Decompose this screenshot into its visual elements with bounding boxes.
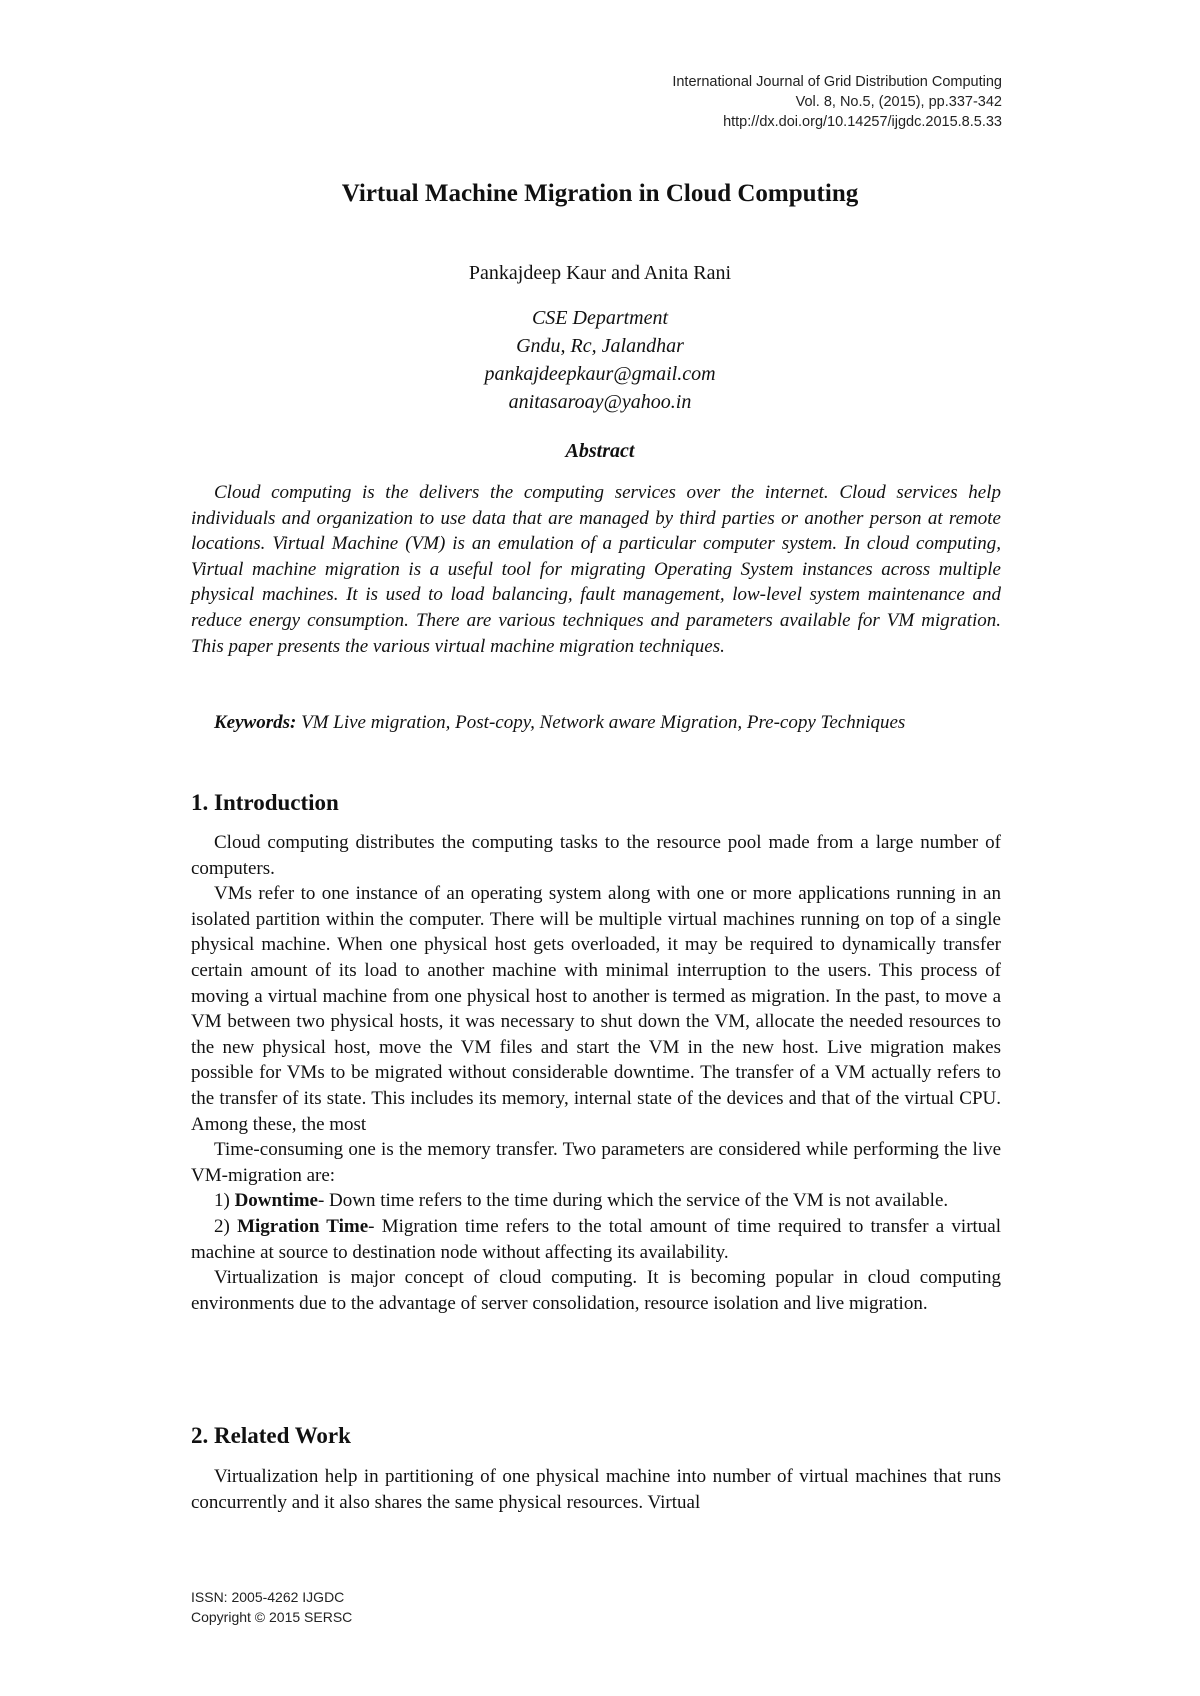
paragraph: Virtualization is major concept of cloud computing. It is becoming popular in cloud computing environments due to the advantage of server consolidation, resource isolation and live migration. [191, 1267, 1001, 1314]
department: CSE Department [531, 307, 669, 329]
location: Gndu, Rc, Jalandhar [516, 335, 684, 357]
list-item-migration-time: 2) Migration Time- Migration time refers to the total amount of time required to transfer a virtual machine at source to destination node without affecting its availability. [191, 1215, 1002, 1263]
authors: Pankajdeep Kaur and Anita Rani [468, 262, 732, 284]
section-related-work [191, 1464, 1001, 1515]
list-item-downtime: 1) Downtime- Down time refers to the time during which the service of the VM is not available. [214, 1190, 949, 1212]
paper-title: Virtual Machine Migration in Cloud Computing [341, 180, 859, 207]
paragraph: Virtualization help in partitioning of one physical machine into number of virtual machines that runs concurrently and it also shares the same physical resources. Virtual [191, 1466, 1001, 1513]
paragraph: VMs refer to one instance of an operating system along with one or more applications running in an isolated partition within the computer. There will be multiple virtual machines running on top of a single physical machine. When one physical host gets overloaded, it may be required to dynamically transfer certain amount of its load to another machine with minimal interruption to the users. This process of moving a virtual machine from one physical host to another is termed as migration. In the past, to move a VM between two physical hosts, it was necessary to shut down the VM, allocate the needed resources to the new physical host, move the VM files and start the VM in the new host. Live migration makes possible for VMs to be migrated without considerable downtime. The transfer of a VM actually refers to the transfer of its state. This includes its memory, internal state of the devices and that of the virtual CPU. Among these, the most [191, 883, 1001, 1135]
abstract [191, 480, 1001, 659]
journal-name: International Journal of Grid Distribution Computing [672, 74, 1002, 90]
paragraph: Cloud computing distributes the computing tasks to the resource pool made from a large number of computers. [191, 832, 1001, 879]
affiliation [0, 304, 1200, 416]
paragraph: Time-consuming one is the memory transfer. Two parameters are considered while performing the live VM-migration are: [191, 1139, 1001, 1186]
keywords [191, 710, 1001, 736]
keywords-text: VM Live migration, Post-copy, Network aware Migration, Pre-copy Techniques [301, 712, 906, 733]
abstract-heading: Abstract [565, 440, 635, 462]
page-footer [191, 1587, 352, 1627]
section-heading-introduction: 1. Introduction [191, 790, 339, 815]
doi-link[interactable]: http://dx.doi.org/10.14257/ijgdc.2015.8.5.33 [723, 114, 1002, 130]
keywords-label: Keywords: [214, 712, 297, 733]
section-introduction [191, 830, 1001, 1316]
journal-header [672, 72, 1002, 132]
section-heading-related-work: 2. Related Work [191, 1423, 351, 1448]
email-1[interactable]: pankajdeepkaur@gmail.com [484, 363, 716, 385]
copyright: Copyright © 2015 SERSC [191, 1609, 353, 1625]
journal-volume: Vol. 8, No.5, (2015), pp.337-342 [795, 94, 1002, 110]
email-2[interactable]: anitasaroay@yahoo.in [508, 391, 692, 413]
issn: ISSN: 2005-4262 IJGDC [191, 1589, 345, 1605]
abstract-text: Cloud computing is the delivers the computing services over the internet. Cloud services help individuals and organization to use data that are managed by third parties or another person at remote locations. Virtual Machine (VM) is an emulation of a particular computer system. In cloud computing, Virtual machine migration is a useful tool for migrating Operating System instances across multiple physical machines. It is used to load balancing, fault management, low-level system maintenance and reduce energy consumption. There are various techniques and parameters available for VM migration. This paper presents the various virtual machine migration techniques. [191, 482, 1001, 657]
term-downtime: Downtime [234, 1190, 318, 1212]
term-migration-time: Migration Time [237, 1215, 369, 1237]
